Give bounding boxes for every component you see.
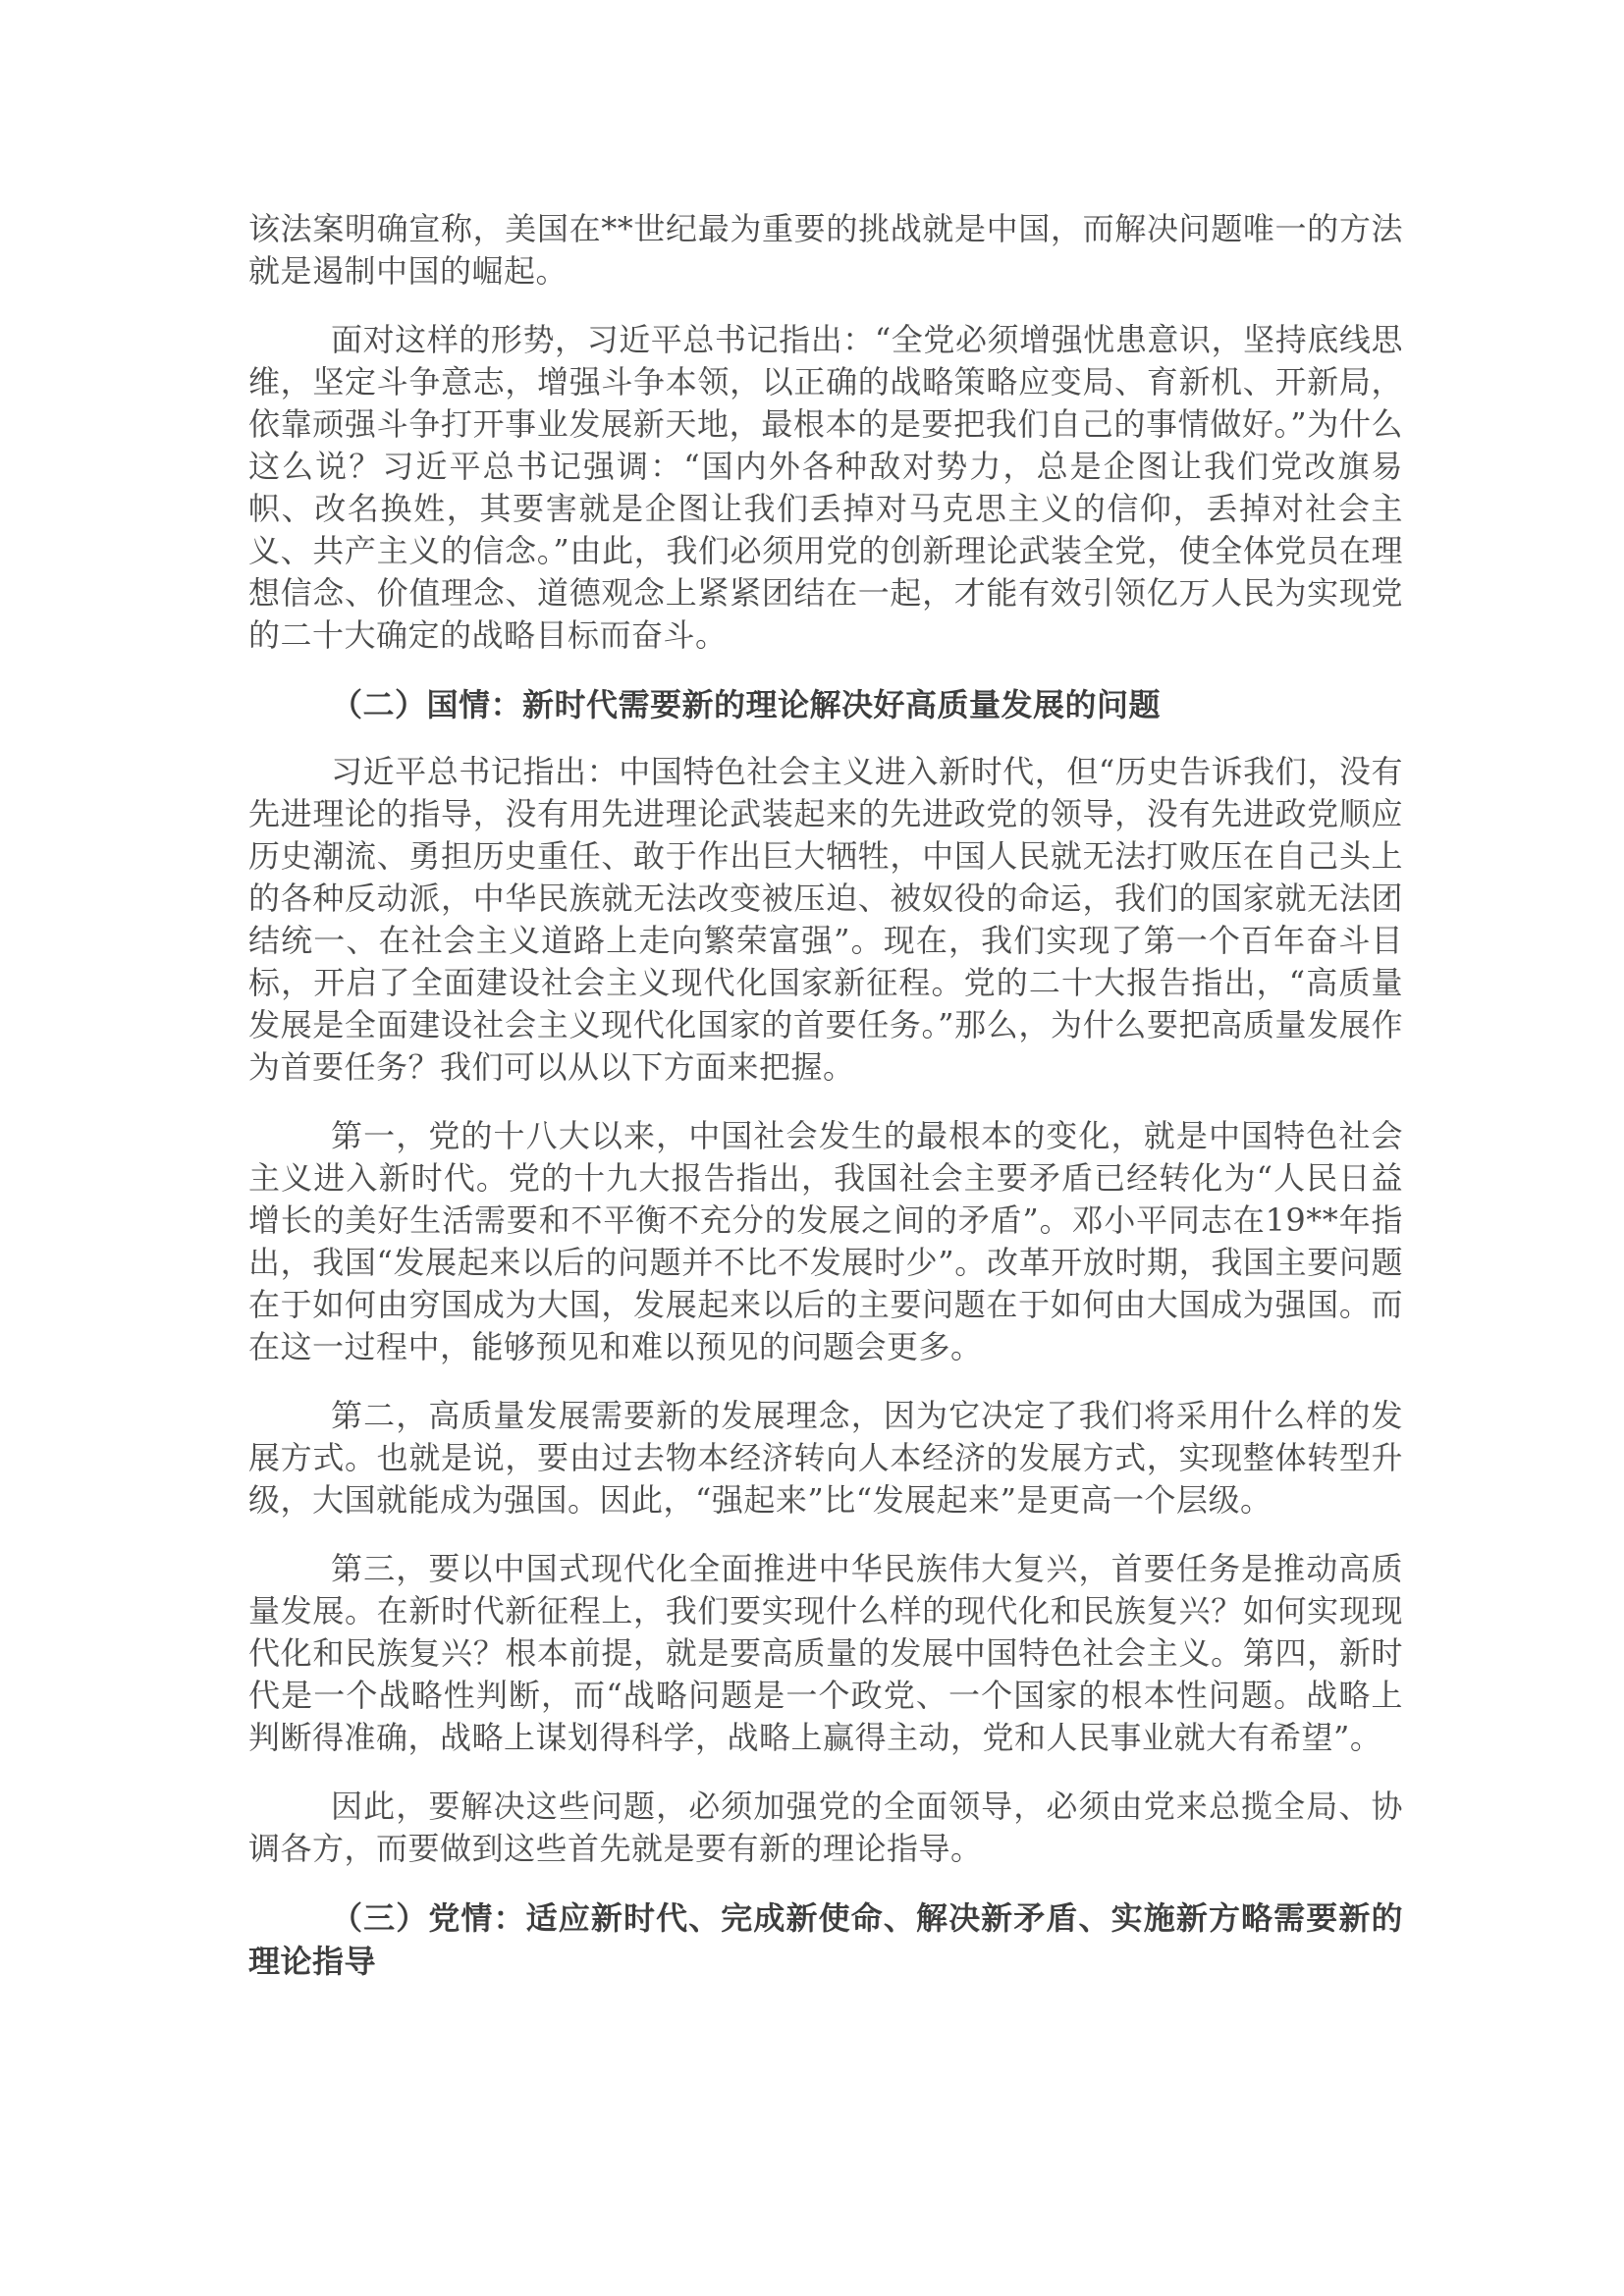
paragraph: 面对这样的形势，习近平总书记指出：“全党必须增强忧患意识，坚持底线思维，坚定斗争意志，增强斗争本领，以正确的战略策略应变局、育新机、开新局，依靠顽强斗争打开事业发展新天地，最根本的是要把我们自己的事情做好。”为什么这么说？习近平总书记强调：“国内外各种敌对势力，总是企图让我们党改旗易帜、改名换姓，其要害就是企图让我们丢掉对马克思主义的信仰，丢掉对社会主义、共产主义的信念。”由此，我们必须用党的创新理论武装全党，使全体党员在理想信念、价值理念、道德观念上紧紧团结在一起，才能有效引领亿万人民为实现党的二十大确定的战略目标而奋斗。 [248, 321, 1403, 654]
paragraph: 第二，高质量发展需要新的发展理念，因为它决定了我们将采用什么样的发展方式。也就是说，要由过去物本经济转向人本经济的发展方式，实现整体转型升级，大国就能成为强国。因此，“强起来”比“发展起来”是更高一个层级。 [248, 1397, 1403, 1519]
paragraph: 该法案明确宣称，美国在**世纪最为重要的挑战就是中国，而解决问题唯一的方法就是遏制中国的崛起。 [248, 210, 1403, 290]
paragraph: 习近平总书记指出：中国特色社会主义进入新时代，但“历史告诉我们，没有先进理论的指导，没有用先进理论武装起来的先进政党的领导，没有先进政党顺应历史潮流、勇担历史重任、敢于作出巨大牺牲，中国人民就无法打败压在自己头上的各种反动派，中华民族就无法改变被压迫、被奴役的命运，我们的国家就无法团结统一、在社会主义道路上走向繁荣富强”。现在，我们实现了第一个百年奋斗目标，开启了全面建设社会主义现代化国家新征程。党的二十大报告指出，“高质量发展是全面建设社会主义现代化国家的首要任务。”那么，为什么要把高质量发展作为首要任务？我们可以从以下方面来把握。 [248, 753, 1403, 1086]
document-body [248, 208, 1403, 2007]
section-heading: （三）党情：适应新时代、完成新使命、解决新矛盾、实施新方略需要新的理论指导 [248, 1899, 1403, 1980]
paragraph: 第一，党的十八大以来，中国社会发生的最根本的变化，就是中国特色社会主义进入新时代。党的十九大报告指出，我国社会主要矛盾已经转化为“人民日益增长的美好生活需要和不平衡不充分的发展之间的矛盾”。邓小平同志在19**年指出，我国“发展起来以后的问题并不比不发展时少”。改革开放时期，我国主要问题在于如何由穷国成为大国，发展起来以后的主要问题在于如何由大国成为强国。而在这一过程中，能够预见和难以预见的问题会更多。 [248, 1117, 1403, 1365]
paragraph: 因此，要解决这些问题，必须加强党的全面领导，必须由党来总揽全局、协调各方，而要做到这些首先就是要有新的理论指导。 [248, 1788, 1403, 1867]
section-heading: （二）国情：新时代需要新的理论解决好高质量发展的问题 [331, 686, 1162, 723]
paragraph: 第三，要以中国式现代化全面推进中华民族伟大复兴，首要任务是推动高质量发展。在新时代新征程上，我们要实现什么样的现代化和民族复兴？如何实现现代化和民族复兴？根本前提，就是要高质量的发展中国特色社会主义。第四，新时代是一个战略性判断，而“战略问题是一个政党、一个国家的根本性问题。战略上判断得准确，战略上谋划得科学，战略上赢得主动，党和人民事业就大有希望”。 [248, 1550, 1403, 1756]
